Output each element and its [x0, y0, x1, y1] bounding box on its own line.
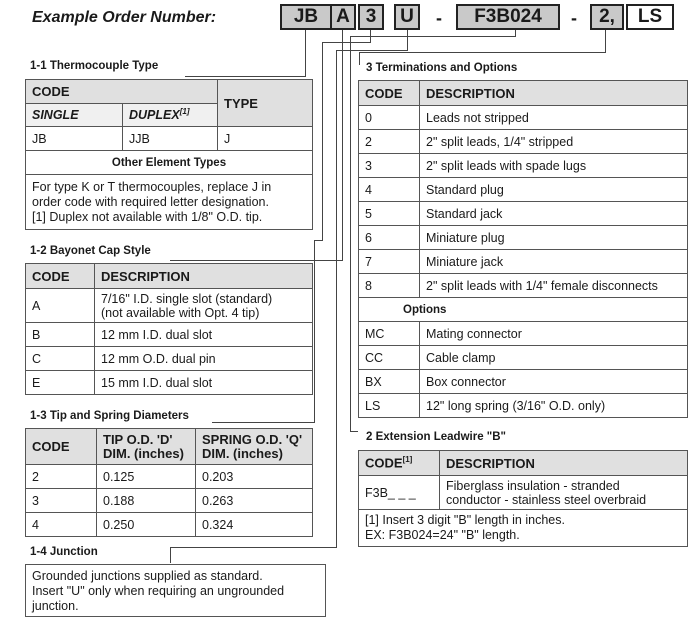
cell-code: C: [26, 347, 95, 371]
table-row: [359, 178, 688, 202]
cell-code: 0: [359, 106, 420, 130]
tip-spring-table: [25, 428, 313, 537]
cell-duplex: JJB: [123, 127, 218, 151]
table-row: [359, 346, 688, 370]
table-row: [359, 394, 688, 418]
connector-line: [185, 76, 306, 77]
cell-description: 15 mm I.D. dual slot: [95, 371, 313, 395]
section-1-3-heading: 1-3 Tip and Spring Diameters: [30, 410, 189, 422]
connector-line: [350, 36, 516, 37]
junction-note: Grounded junctions supplied as standard. Insert "U" only when requiring an ungrounded junction.: [25, 564, 326, 617]
table-row: [359, 322, 688, 346]
order-segment-junction: U: [394, 4, 420, 30]
cell-code: 5: [359, 202, 420, 226]
cell-description: 2" split leads with 1/4" female disconnects: [420, 274, 688, 298]
cell-code: 7: [359, 250, 420, 274]
col-code: CODE: [359, 81, 420, 106]
cell-description: 12 mm O.D. dual pin: [95, 347, 313, 371]
table-row: [26, 289, 313, 323]
connector-line: [322, 42, 323, 240]
col-code: CODE: [26, 429, 97, 465]
table-row: [26, 323, 313, 347]
section-1-4-heading: 1-4 Junction: [30, 546, 98, 558]
order-segment-tip: 3: [358, 4, 384, 30]
connector-line: [407, 30, 408, 50]
example-order-title: Example Order Number:: [32, 9, 217, 26]
connector-line: [212, 422, 315, 423]
bayonet-cap-table: [25, 263, 313, 395]
cell-description: Cable clamp: [420, 346, 688, 370]
cell-single: JB: [26, 127, 123, 151]
section-2-heading: 2 Extension Leadwire "B": [366, 431, 506, 443]
table-row: [359, 154, 688, 178]
order-segment-termination: 2,: [590, 4, 624, 30]
col-description: DESCRIPTION: [420, 81, 688, 106]
col-code: CODE: [26, 264, 95, 289]
connector-line: [170, 547, 171, 563]
connector-line: [314, 240, 315, 422]
order-dash-2: -: [571, 8, 577, 28]
cell-tip: 0.250: [97, 513, 196, 537]
order-segment-thermocouple: JB: [280, 4, 332, 30]
connector-line: [359, 52, 606, 53]
cell-type: J: [218, 127, 313, 151]
connector-line: [336, 50, 408, 51]
cell-description: Standard jack: [420, 202, 688, 226]
cell-tip: 0.188: [97, 489, 196, 513]
table-row: [359, 250, 688, 274]
connector-line: [336, 50, 337, 547]
cell-code: 2: [26, 465, 97, 489]
table-row: [26, 347, 313, 371]
cell-spring: 0.263: [196, 489, 313, 513]
connector-line: [350, 36, 351, 431]
cell-code: 4: [359, 178, 420, 202]
thermocouple-type-table: [25, 79, 313, 230]
order-segment-cap: A: [330, 4, 356, 30]
col-single: SINGLE: [26, 104, 123, 127]
connector-line: [305, 30, 306, 76]
connector-line: [170, 547, 337, 548]
cell-description: 12" long spring (3/16" O.D. only): [420, 394, 688, 418]
terminations-table: [358, 80, 688, 418]
table-row: [359, 202, 688, 226]
cell-code: MC: [359, 322, 420, 346]
cell-code: 3: [26, 489, 97, 513]
connector-line: [350, 431, 358, 432]
col-code: CODE[1]: [359, 451, 440, 476]
cell-description: 7/16" I.D. single slot (standard) (not available with Opt. 4 tip): [95, 289, 313, 323]
section-1-1-heading: 1-1 Thermocouple Type: [30, 60, 159, 72]
cell-description: 12 mm I.D. dual slot: [95, 323, 313, 347]
connector-line: [170, 260, 343, 261]
cell-code: CC: [359, 346, 420, 370]
col-type: TYPE: [218, 80, 313, 127]
connector-line: [322, 42, 371, 43]
cell-description: Standard plug: [420, 178, 688, 202]
cell-tip: 0.125: [97, 465, 196, 489]
cell-description: Leads not stripped: [420, 106, 688, 130]
cell-code: E: [26, 371, 95, 395]
cell-code: LS: [359, 394, 420, 418]
col-code: CODE: [26, 80, 218, 104]
cell-description: 2" split leads, 1/4" stripped: [420, 130, 688, 154]
cell-code: 2: [359, 130, 420, 154]
cell-description: Miniature plug: [420, 226, 688, 250]
cell-description: 2" split leads with spade lugs: [420, 154, 688, 178]
order-segment-leadwire: F3B024: [456, 4, 560, 30]
col-description: DESCRIPTION: [440, 451, 688, 476]
table-row: [359, 274, 688, 298]
leadwire-table: [358, 450, 688, 547]
table-row: [26, 513, 313, 537]
cell-code: 3: [359, 154, 420, 178]
table-row: [26, 371, 313, 395]
table-row: [26, 489, 313, 513]
connector-line: [359, 52, 360, 65]
col-tip-od: TIP O.D. 'D' DIM. (inches): [97, 429, 196, 465]
col-duplex: DUPLEX[1]: [123, 104, 218, 127]
table-row: [359, 370, 688, 394]
cell-description: Miniature jack: [420, 250, 688, 274]
table-row: [359, 226, 688, 250]
cell-code: B: [26, 323, 95, 347]
section-3-heading: 3 Terminations and Options: [366, 62, 518, 74]
other-types-heading: Other Element Types: [26, 151, 313, 175]
connector-line: [314, 240, 323, 241]
other-types-note: For type K or T thermocouples, replace J in order code with required letter designation. [1] Duplex not available with 1/8" O.D. tip.: [26, 175, 313, 230]
cell-code: A: [26, 289, 95, 323]
order-dash-1: -: [436, 8, 442, 28]
cell-description: Fiberglass insulation - stranded conductor - stainless steel overbraid: [440, 476, 688, 510]
connector-line: [605, 30, 606, 52]
connector-line: [342, 30, 343, 260]
cell-code: 6: [359, 226, 420, 250]
cell-code: 8: [359, 274, 420, 298]
cell-code: BX: [359, 370, 420, 394]
table-row: [359, 130, 688, 154]
col-description: DESCRIPTION: [95, 264, 313, 289]
cell-code: F3B_ _ _: [359, 476, 440, 510]
order-segment-option: LS: [626, 4, 674, 30]
cell-spring: 0.203: [196, 465, 313, 489]
col-spring-od: SPRING O.D. 'Q' DIM. (inches): [196, 429, 313, 465]
section-1-2-heading: 1-2 Bayonet Cap Style: [30, 245, 151, 257]
leadwire-note: [1] Insert 3 digit "B" length in inches. EX: F3B024=24" "B" length.: [359, 510, 688, 547]
options-heading: Options: [359, 298, 688, 322]
cell-description: Box connector: [420, 370, 688, 394]
cell-code: 4: [26, 513, 97, 537]
cell-spring: 0.324: [196, 513, 313, 537]
table-row: [359, 106, 688, 130]
cell-description: Mating connector: [420, 322, 688, 346]
table-row: [26, 465, 313, 489]
table-row: [359, 476, 688, 510]
